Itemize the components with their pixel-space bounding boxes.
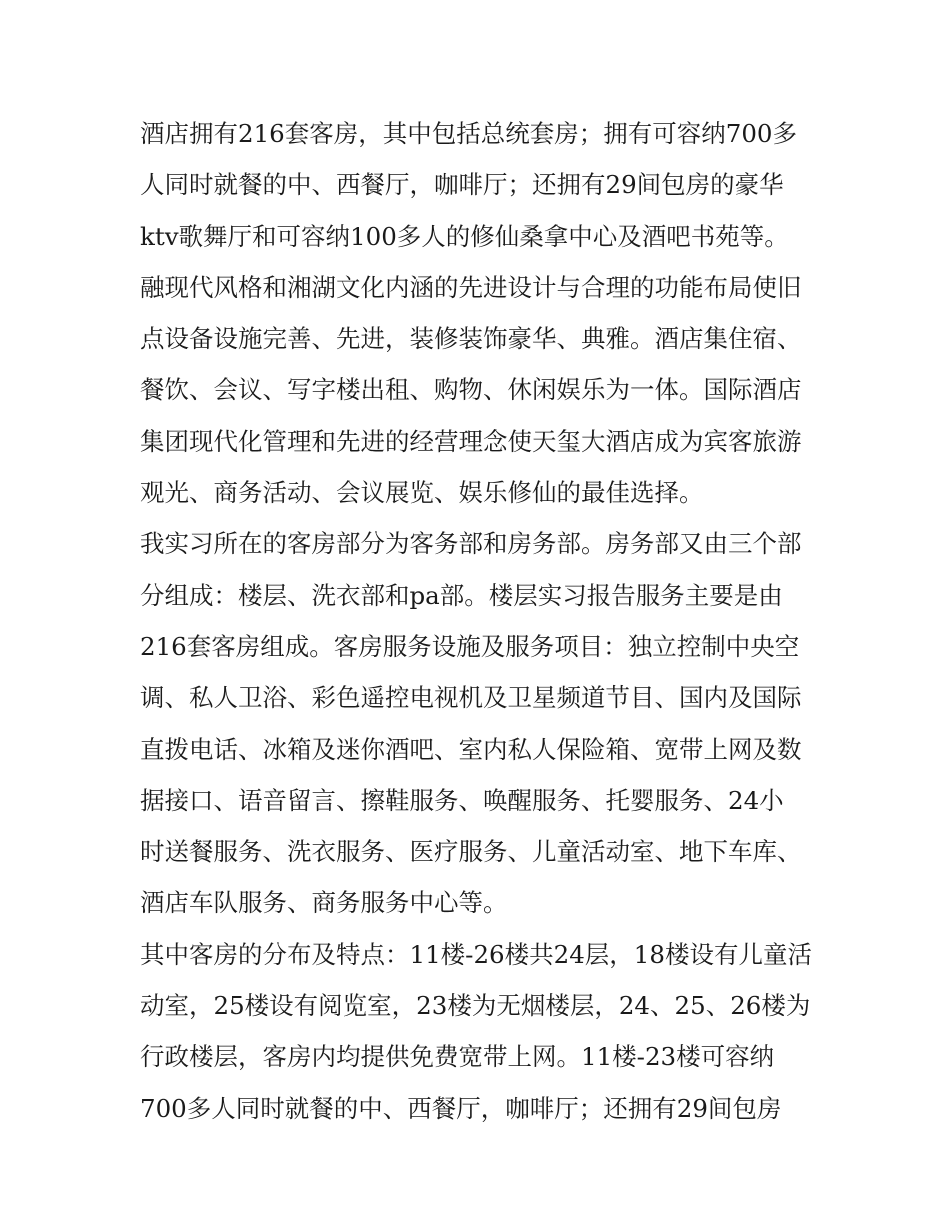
text-line: 融现代风格和湘湖文化内涵的先进设计与合理的功能布局使旧 [140, 272, 802, 302]
text-line: 直拨电话、冰箱及迷你酒吧、室内私人保险箱、宽带上网及数 [140, 734, 802, 764]
document-body [140, 108, 820, 1134]
text-line: 点设备设施完善、先进，装修装饰豪华、典雅。酒店集住宿、 [140, 324, 802, 354]
text-line: 时送餐服务、洗衣服务、医疗服务、儿童活动室、地下车库、 [140, 837, 802, 867]
text-line: 216套客房组成。客房服务设施及服务项目：独立控制中央空 [140, 631, 800, 661]
text-line: 动室，25楼设有阅览室，23楼为无烟楼层，24、25、26楼为 [140, 991, 811, 1021]
text-line: 观光、商务活动、会议展览、娱乐修仙的最佳选择。 [140, 478, 704, 508]
text-line: 我实习所在的客房部分为客务部和房务部。房务部又由三个部 [140, 529, 802, 559]
text-line: 其中客房的分布及特点：11楼-26楼共24层，18楼设有儿童活 [140, 939, 812, 969]
text-line: 调、私人卫浴、彩色遥控电视机及卫星频道节目、国内及国际 [140, 683, 802, 713]
text-line: 700多人同时就餐的中、西餐厅，咖啡厅；还拥有29间包房 [140, 1093, 782, 1123]
text-line: 据接口、语音留言、擦鞋服务、唤醒服务、托婴服务、24小 [140, 785, 784, 815]
text-line: 酒店拥有216套客房，其中包括总统套房；拥有可容纳700多 [140, 119, 798, 148]
text-line: 餐饮、会议、写字楼出租、购物、休闲娱乐为一体。国际酒店 [140, 375, 802, 405]
text-line: ktv歌舞厅和可容纳100多人的修仙桑拿中心及酒吧书苑等。 [140, 221, 789, 251]
text-line: 酒店车队服务、商务服务中心等。 [140, 888, 508, 918]
text-line: 行政楼层，客房内均提供免费宽带上网。11楼-23楼可容纳 [140, 1042, 775, 1072]
text-line: 集团现代化管理和先进的经营理念使天玺大酒店成为宾客旅游 [140, 426, 802, 456]
text-line: 人同时就餐的中、西餐厅，咖啡厅；还拥有29间包房的豪华 [140, 170, 784, 200]
text-line: 分组成：楼层、洗衣部和pa部。楼层实习报告服务主要是由 [140, 580, 783, 610]
